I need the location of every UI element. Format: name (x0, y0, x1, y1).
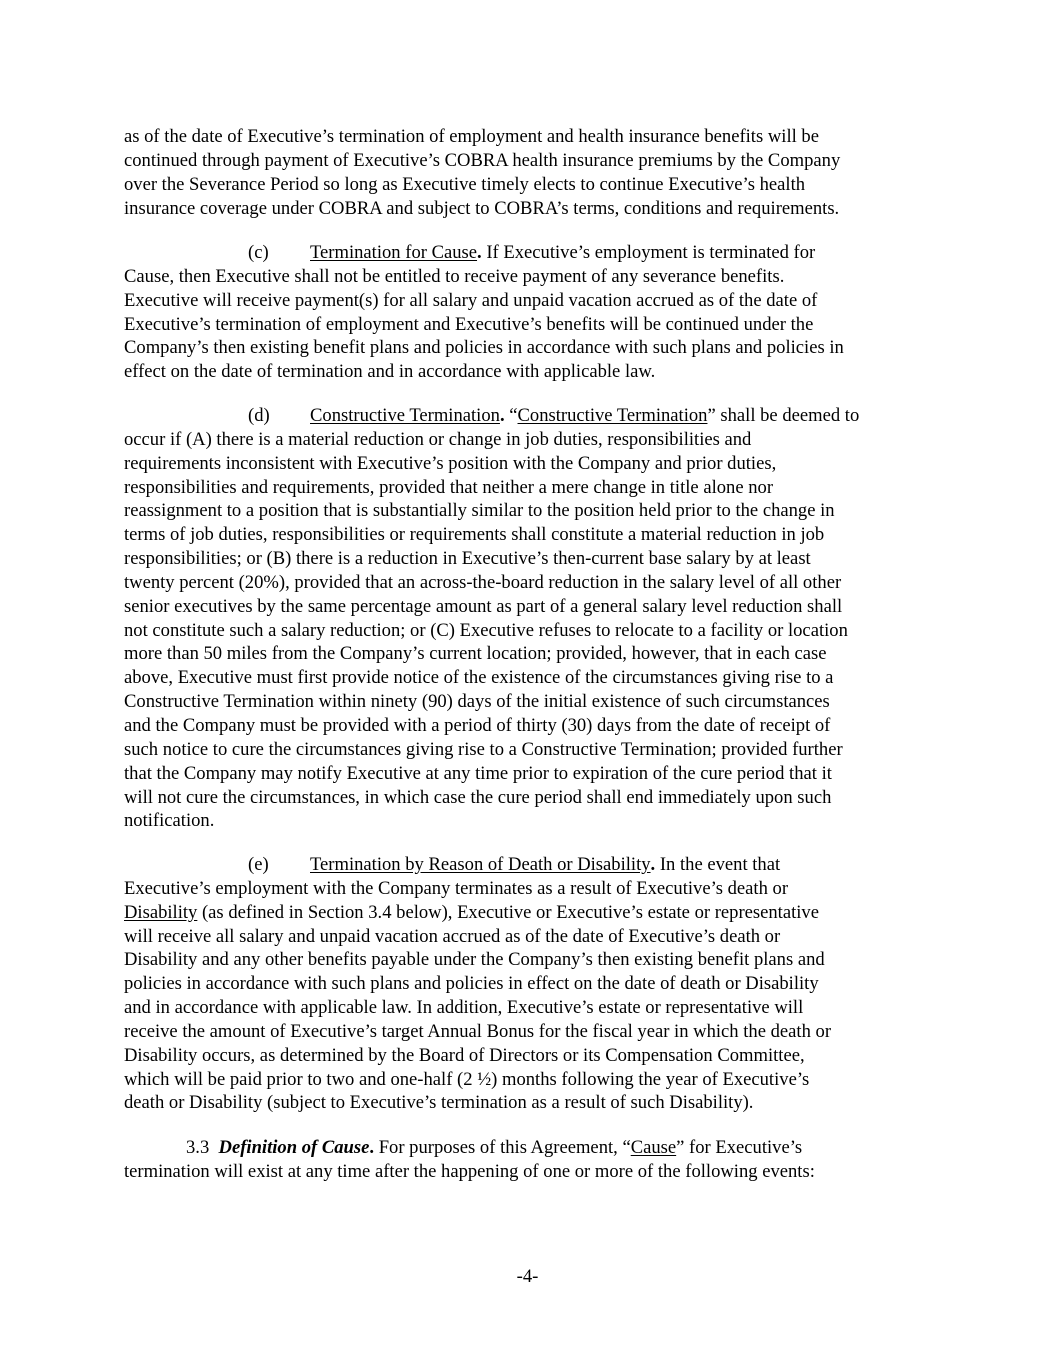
text-line: Disability occurs, as determined by the Board of Directors or its Compensation Committee, (124, 1044, 805, 1066)
defined-term: Disability (124, 901, 198, 923)
paragraph-heading: Termination for Cause (310, 242, 478, 263)
text-line: receive the amount of Executive’s target Annual Bonus for the fiscal year in which the death or (124, 1020, 832, 1042)
paragraph-heading: Constructive Termination (310, 405, 500, 426)
heading-period: . (499, 405, 505, 426)
text-line: responsibilities; or (B) there is a reduction in Executive’s then-current base salary by at least (124, 548, 811, 570)
text-line: Company’s then existing benefit plans and policies in accordance with such plans and policies in (124, 337, 844, 359)
paragraph-number: (e) (248, 854, 269, 875)
section-number: 3.3 (186, 1137, 210, 1158)
paragraph-c-termination-for-cause (124, 241, 944, 384)
text-fragment: (as defined in Section 3.4 below), Executive or Executive’s estate or representative (197, 901, 819, 923)
paragraph-first-line (124, 241, 944, 265)
heading-period: . (650, 854, 656, 875)
page-number: -4- (516, 1266, 539, 1287)
text-line: will receive all salary and unpaid vacation accrued as of the date of Executive’s death or (124, 925, 781, 947)
text-line: insurance coverage under COBRA and subject to COBRA’s terms, conditions and requirements. (124, 197, 840, 219)
defined-term: Constructive Termination (517, 405, 708, 426)
paragraph-heading: Termination by Reason of Death or Disability (310, 854, 651, 875)
text-line: notification. (124, 810, 215, 832)
text-line: effect on the date of termination and in accordance with applicable law. (124, 361, 656, 383)
text-line: terms of job duties, responsibilities or requirements shall constitute a material reduction in job (124, 524, 825, 546)
text-line: will not cure the circumstances, in which case the cure period shall end immediately upon such (124, 786, 832, 808)
text-line: not constitute such a salary reduction; or (C) Executive refuses to relocate to a facility or location (124, 619, 848, 641)
text-line: which will be paid prior to two and one-half (2 ½) months following the year of Executive’s (124, 1068, 810, 1090)
quote-open: “ (504, 405, 518, 426)
text-line: Constructive Termination within ninety (90) days of the initial existence of such circumstances (124, 691, 830, 713)
text-line: Executive’s employment with the Company terminates as a result of Executive’s death or (124, 877, 789, 899)
paragraph-e-death-or-disability (124, 853, 944, 1115)
text-line: over the Severance Period so long as Executive timely elects to continue Executive’s health (124, 173, 806, 195)
first-line-text: In the event that (655, 854, 781, 875)
text-line: such notice to cure the circumstances giving rise to a Constructive Termination; provided further (124, 738, 843, 760)
text-line: Executive will receive payment(s) for all salary and unpaid vacation accrued as of the date of (124, 289, 818, 311)
paragraph-number: (c) (248, 242, 269, 263)
text-fragment: ” for Executive’s (676, 1137, 803, 1158)
text-fragment: For purposes of this Agreement, “ (374, 1137, 631, 1158)
text-line: that the Company may notify Executive at any time prior to expiration of the cure period that it (124, 762, 832, 784)
paragraph-number: (d) (248, 405, 270, 426)
text-line: termination will exist at any time after the happening of one or more of the following events: (124, 1160, 815, 1182)
defined-term: Cause (630, 1137, 677, 1158)
paragraph-first-line (124, 404, 944, 428)
text-line: Executive’s termination of employment and Executive’s benefits will be continued under the (124, 313, 814, 335)
text-line: as of the date of Executive’s termination of employment and health insurance benefits will be (124, 126, 819, 147)
heading-period: . (369, 1137, 375, 1158)
section-heading: Definition of Cause (218, 1137, 370, 1158)
paragraph-b-continued (124, 125, 944, 220)
text-line: twenty percent (20%), provided that an across-the-board reduction in the salary level of all other (124, 571, 842, 593)
text-line (124, 901, 944, 925)
paragraph-d-constructive-termination (124, 404, 944, 833)
section-3-3-definition-of-cause (124, 1136, 944, 1184)
text-line: continued through payment of Executive’s COBRA health insurance premiums by the Company (124, 149, 841, 171)
text-line: death or Disability (subject to Executive’s termination as a result of such Disability). (124, 1092, 754, 1114)
section-first-line (124, 1136, 944, 1160)
text-line: responsibilities and requirements, provided that neither a mere change in title alone nor (124, 476, 774, 498)
text-line: senior executives by the same percentage amount as part of a general salary level reduction shall (124, 595, 843, 617)
text-line: Disability and any other benefits payable under the Company’s then existing benefit plans and (124, 949, 825, 971)
text-line: above, Executive must first provide notice of the existence of the circumstances giving rise to a (124, 667, 834, 689)
text-line: reassignment to a position that is substantially similar to the position held prior to the change in (124, 500, 835, 522)
text-line: more than 50 miles from the Company’s current location; provided, however, that in each case (124, 643, 827, 665)
first-line-text: ” shall be deemed to (707, 405, 860, 426)
text-line: Cause, then Executive shall not be entitled to receive payment of any severance benefits. (124, 265, 785, 287)
first-line-text: If Executive’s employment is terminated for (481, 242, 816, 263)
paragraph-first-line (124, 853, 944, 877)
text-line: and in accordance with applicable law. In addition, Executive’s estate or representative will (124, 997, 804, 1019)
text-line: and the Company must be provided with a period of thirty (30) days from the date of receipt of (124, 714, 831, 736)
heading-period: . (477, 242, 482, 263)
text-line: policies in accordance with such plans and policies in effect on the date of death or Disability (124, 973, 819, 995)
text-line: occur if (A) there is a material reduction or change in job duties, responsibilities and (124, 428, 752, 450)
text-line: requirements inconsistent with Executive’s position with the Company and prior duties, (124, 452, 777, 474)
